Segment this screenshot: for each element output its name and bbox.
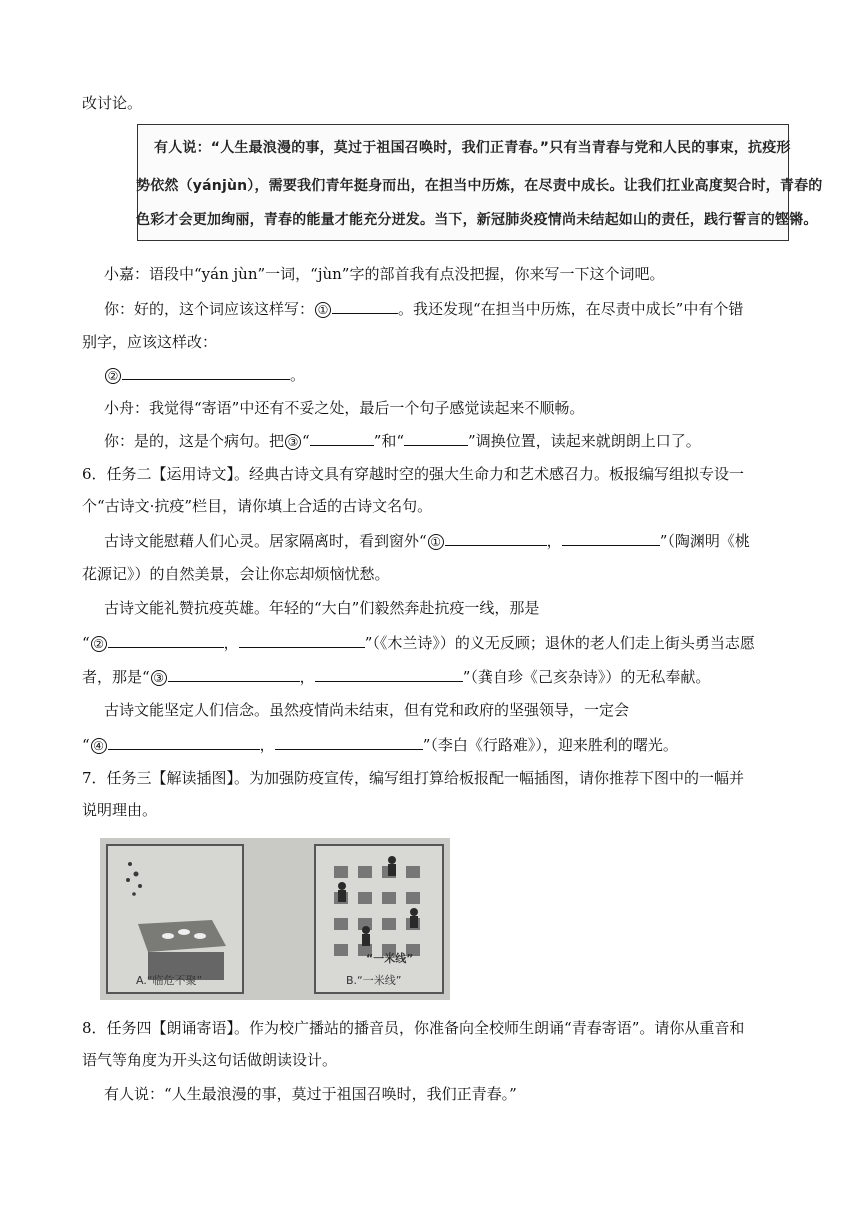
q6-blank-3a[interactable] <box>168 666 300 682</box>
dialog-xiaojia: 小嘉：语段中“yán jùn”一词，“jùn”字的部首我有点没把握，你来写一下这个词吧。 <box>104 265 665 283</box>
q6-blank-2b[interactable] <box>239 632 365 648</box>
illustration-a-drawing <box>108 846 242 992</box>
blank-2[interactable] <box>122 364 290 380</box>
quote-line-1: 有人说：“人生最浪漫的事，莫过于祖国召唤时，我们正青春。”只有当青春与党和人民的事束，抗疫形 <box>154 140 791 156</box>
q6-line-2: 个“古诗文·抗疫”栏目，请你填上合适的古诗文名句。 <box>82 497 433 515</box>
illustration-b[interactable] <box>314 844 444 994</box>
q6-line-4: 花源记》）的自然美景，会让你忘却烦恼忧愁。 <box>82 565 390 583</box>
quote-line-2: 势依然（yánjùn），需要我们青年挺身而出，在担当中历炼，在尽责中成长。让我们扛业高度契合时，青春的 <box>136 178 823 194</box>
q6-blank-4b[interactable] <box>275 734 423 750</box>
q6-blank-1b[interactable] <box>562 530 660 546</box>
illustration-a[interactable] <box>106 844 244 994</box>
sign-b: “一米线” <box>366 952 414 965</box>
q6-circle-3: ③ <box>151 670 167 686</box>
dialog-you-1-cont: 别字，应该这样改： <box>82 333 218 351</box>
quote-box <box>136 124 823 241</box>
continued-text: 改讨论。 <box>82 94 143 112</box>
q8-line-1: 8．任务四【朗诵寄语】。作为校广播站的播音员，你准备向全校师生朗诵“青春寄语”。请你从重音和 <box>82 1019 745 1037</box>
q6-line-5: 古诗文能礼赞抗疫英雄。年轻的“大白”们毅然奔赴抗疫一线，那是 <box>104 599 540 617</box>
dialog-you-2: 你：是的，这是个病句。把 ③ “ ”和“ ”调换位置，读起来就朗朗上口了。 <box>104 432 701 450</box>
q6-line-9: “ ④ ， ”（李白《行路难》），迎来胜利的曙光。 <box>82 736 678 754</box>
q6-line-7: 者，那是“ ③ ， ”（龚自珍《己亥杂诗》）的无私奉献。 <box>82 668 711 686</box>
q8-line-3: 有人说：“人生最浪漫的事，莫过于祖国召唤时，我们正青春。” <box>104 1085 517 1103</box>
q6-circle-2: ② <box>91 636 107 652</box>
caption-a: A.“临危不聚” <box>136 974 203 987</box>
q6-blank-2a[interactable] <box>108 632 224 648</box>
q6-blank-3b[interactable] <box>315 666 463 682</box>
illustration-b-drawing <box>316 846 442 992</box>
q6-line-8: 古诗文能坚定人们信念。虽然疫情尚未结束，但有党和政府的坚强领导，一定会 <box>104 701 630 719</box>
q7-line-1: 7．任务三【解读插图】。为加强防疫宣传，编写组打算给板报配一幅插图，请你推荐下图中的一幅并 <box>82 769 745 787</box>
q6-line-3: 古诗文能慰藉人们心灵。居家隔离时，看到窗外“ ① ， ”（陶渊明《桃 <box>104 532 750 550</box>
blank-3a[interactable] <box>310 430 374 446</box>
blank-1[interactable] <box>332 298 398 314</box>
q6-line-6: “ ② ， ”（《木兰诗》）的义无反顾；退休的老人们走上街头勇当志愿 <box>82 634 755 652</box>
answer-line-2: ② 。 <box>104 364 305 385</box>
circle-1: ① <box>315 302 331 318</box>
caption-b: B.“一米线” <box>346 974 402 987</box>
illustration-figure <box>100 838 450 1000</box>
q6-line-1: 6．任务二【运用诗文】。经典古诗文具有穿越时空的强大生命力和艺术感召力。板报编写组拟专设一 <box>82 465 745 483</box>
quote-line-3: 色彩才会更加绚丽，青春的能量才能充分迸发。当下，新冠肺炎疫情尚未结起如山的责任，践行誓言的铿锵。 <box>136 212 818 228</box>
blank-3b[interactable] <box>404 430 468 446</box>
q8-line-2: 语气等角度为开头这句话做朗读设计。 <box>82 1051 338 1069</box>
q6-circle-4: ④ <box>91 738 107 754</box>
circle-3: ③ <box>285 434 301 450</box>
q6-blank-4a[interactable] <box>108 734 260 750</box>
circle-2: ② <box>105 368 121 384</box>
q6-circle-1: ① <box>428 534 444 550</box>
dialog-you-1: 你：好的，这个词应该这样写： ① 。我还发现“在担当中历炼，在尽责中成长”中有个错 <box>104 300 744 318</box>
q6-blank-1a[interactable] <box>445 530 547 546</box>
dialog-xiaozhou: 小舟：我觉得“寄语”中还有不妥之处，最后一个句子感觉读起来不顺畅。 <box>104 399 585 417</box>
q7-line-2: 说明理由。 <box>82 801 158 819</box>
